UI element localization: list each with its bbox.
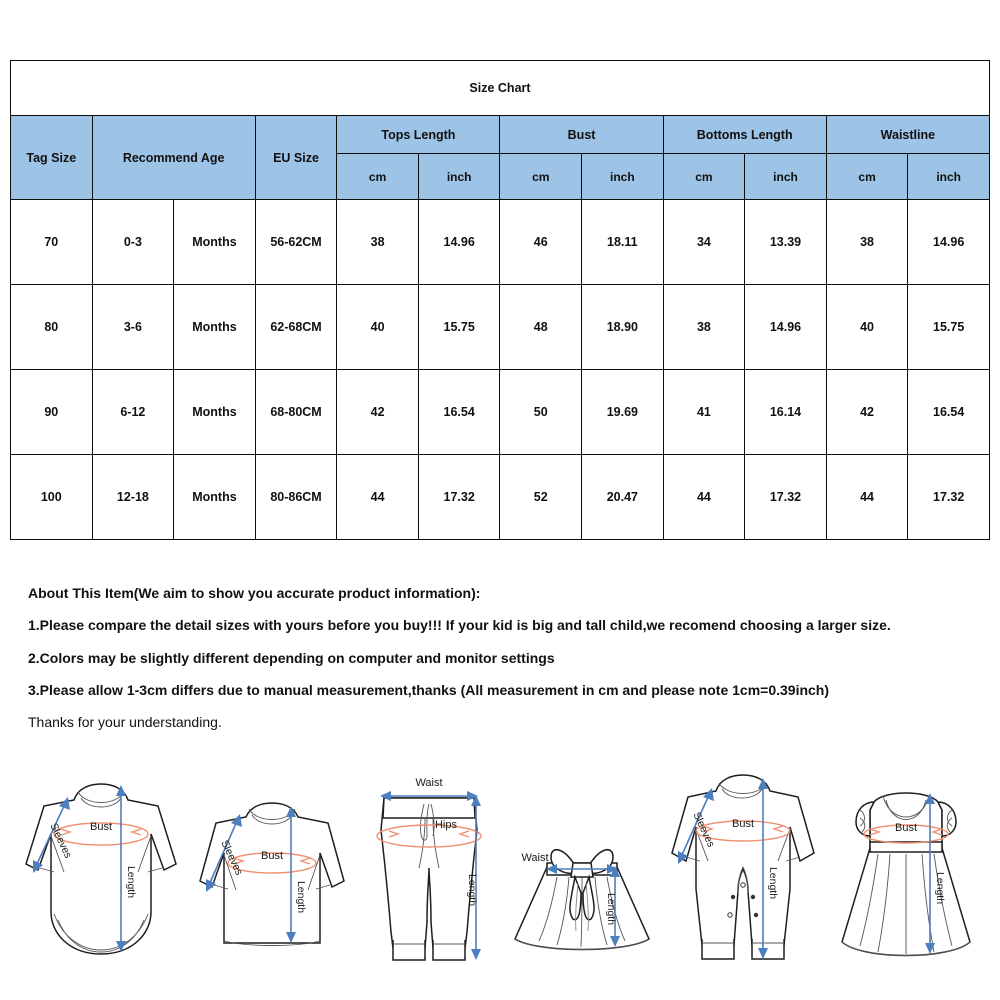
label-waist: Waist	[521, 852, 549, 864]
size-chart-table	[10, 60, 990, 540]
cell-tops-length-cm: 42	[337, 370, 419, 455]
label-length: Length	[933, 871, 946, 905]
cell-bust-cm: 50	[500, 370, 582, 455]
cell-bust-cm: 46	[500, 200, 582, 285]
header-tag-size: Tag Size	[11, 116, 93, 200]
cell-bottoms-length-inch: 17.32	[745, 455, 827, 540]
size-chart-title: Size Chart	[11, 61, 990, 116]
cell-tag-size: 100	[11, 455, 93, 540]
pants-icon	[359, 772, 499, 967]
unit-bottoms-length-cm: cm	[663, 154, 745, 200]
unit-bust-cm: cm	[500, 154, 582, 200]
cell-waistline-cm: 38	[826, 200, 908, 285]
cell-eu-size: 56-62CM	[255, 200, 337, 285]
unit-waistline-inch: inch	[908, 154, 990, 200]
cell-bottoms-length-inch: 14.96	[745, 285, 827, 370]
cell-bottoms-length-cm: 41	[663, 370, 745, 455]
cell-tops-length-inch: 17.32	[418, 455, 500, 540]
label-length: Length	[604, 892, 617, 926]
about-line-3: 3.Please allow 1-3cm differs due to manual measurement,thanks (All measurement in cm and please note 1cm=0.39inch)	[28, 681, 830, 698]
cell-bust-cm: 48	[500, 285, 582, 370]
about-heading: About This Item(We aim to show you accurate product information):	[28, 585, 481, 601]
cell-waistline-cm: 44	[826, 455, 908, 540]
cell-tops-length-inch: 14.96	[418, 200, 500, 285]
garment-illustrations-row	[0, 762, 1000, 967]
cell-tops-length-cm: 40	[337, 285, 419, 370]
cell-bust-cm: 52	[500, 455, 582, 540]
about-this-item-section	[28, 583, 973, 744]
cell-age-unit: Months	[174, 285, 256, 370]
long-sleeve-top-icon	[192, 795, 352, 967]
label-length: Length	[767, 866, 780, 900]
cell-waistline-inch: 16.54	[908, 370, 990, 455]
size-chart-table-wrapper	[10, 60, 990, 540]
cell-bust-inch: 18.90	[582, 285, 664, 370]
label-length: Length	[125, 865, 137, 899]
header-bottoms-length: Bottoms Length	[663, 116, 826, 154]
cell-bust-inch: 18.11	[582, 200, 664, 285]
cell-bottoms-length-inch: 16.14	[745, 370, 827, 455]
cell-bust-inch: 19.69	[582, 370, 664, 455]
cell-age-unit: Months	[174, 370, 256, 455]
table-row	[11, 370, 990, 455]
cell-age: 6-12	[92, 370, 174, 455]
header-bust: Bust	[500, 116, 663, 154]
header-tops-length: Tops Length	[337, 116, 500, 154]
label-bust: Bust	[732, 818, 755, 830]
cell-bottoms-length-cm: 34	[663, 200, 745, 285]
header-eu-size: EU Size	[255, 116, 337, 200]
cell-eu-size: 80-86CM	[255, 455, 337, 540]
unit-bottoms-length-inch: inch	[745, 154, 827, 200]
cell-tag-size: 70	[11, 200, 93, 285]
cell-bottoms-length-inch: 13.39	[745, 200, 827, 285]
cell-waistline-inch: 15.75	[908, 285, 990, 370]
cell-bust-inch: 20.47	[582, 455, 664, 540]
garment-long-sleeve-top	[192, 795, 352, 967]
bodysuit-icon	[18, 772, 184, 967]
cell-waistline-cm: 40	[826, 285, 908, 370]
garment-pants	[359, 772, 499, 967]
garment-sleeveless-dress	[830, 782, 982, 967]
table-group-header-row	[11, 116, 990, 154]
unit-tops-length-inch: inch	[418, 154, 500, 200]
cell-age-unit: Months	[174, 455, 256, 540]
unit-tops-length-cm: cm	[337, 154, 419, 200]
garment-footless-romper	[664, 769, 822, 967]
cell-tops-length-cm: 44	[337, 455, 419, 540]
label-length: Length	[294, 880, 307, 914]
label-sleeves: Sleeves	[217, 838, 245, 878]
cell-bottoms-length-cm: 38	[663, 285, 745, 370]
label-bust: Bust	[894, 822, 917, 834]
cell-age: 0-3	[92, 200, 174, 285]
label-length: Length	[466, 873, 479, 907]
cell-waistline-inch: 17.32	[908, 455, 990, 540]
header-waistline: Waistline	[826, 116, 989, 154]
table-row	[11, 200, 990, 285]
cell-eu-size: 68-80CM	[255, 370, 337, 455]
label-sleeves: Sleeves	[690, 810, 718, 850]
romper-icon	[664, 769, 822, 967]
cell-tops-length-inch: 16.54	[418, 370, 500, 455]
cell-tops-length-cm: 38	[337, 200, 419, 285]
unit-bust-inch: inch	[582, 154, 664, 200]
label-hips: Hips	[435, 819, 458, 831]
cell-age: 12-18	[92, 455, 174, 540]
table-row	[11, 455, 990, 540]
cell-age-unit: Months	[174, 200, 256, 285]
about-line-4: Thanks for your understanding.	[28, 714, 222, 731]
unit-waistline-cm: cm	[826, 154, 908, 200]
cell-tops-length-inch: 15.75	[418, 285, 500, 370]
cell-age: 3-6	[92, 285, 174, 370]
about-line-1: 1.Please compare the detail sizes with yours before you buy!!! If your kid is big and tall child,we recomend choosing a larger size.	[28, 617, 891, 634]
label-bust: Bust	[89, 821, 113, 833]
cell-tag-size: 80	[11, 285, 93, 370]
garment-skirt-with-bow	[507, 827, 657, 967]
cell-bottoms-length-cm: 44	[663, 455, 745, 540]
cell-tag-size: 90	[11, 370, 93, 455]
cell-waistline-cm: 42	[826, 370, 908, 455]
skirt-icon	[507, 827, 657, 967]
cell-waistline-inch: 14.96	[908, 200, 990, 285]
label-bust: Bust	[260, 850, 283, 862]
cell-eu-size: 62-68CM	[255, 285, 337, 370]
table-row	[11, 285, 990, 370]
label-sleeves: Sleeves	[47, 821, 75, 861]
dress-icon	[830, 782, 982, 967]
table-title-row	[11, 61, 990, 116]
label-waist: Waist	[415, 777, 443, 789]
garment-long-sleeve-bodysuit	[18, 772, 184, 967]
header-recommend-age: Recommend Age	[92, 116, 255, 200]
about-line-2: 2.Colors may be slightly different depending on computer and monitor settings	[28, 649, 555, 666]
